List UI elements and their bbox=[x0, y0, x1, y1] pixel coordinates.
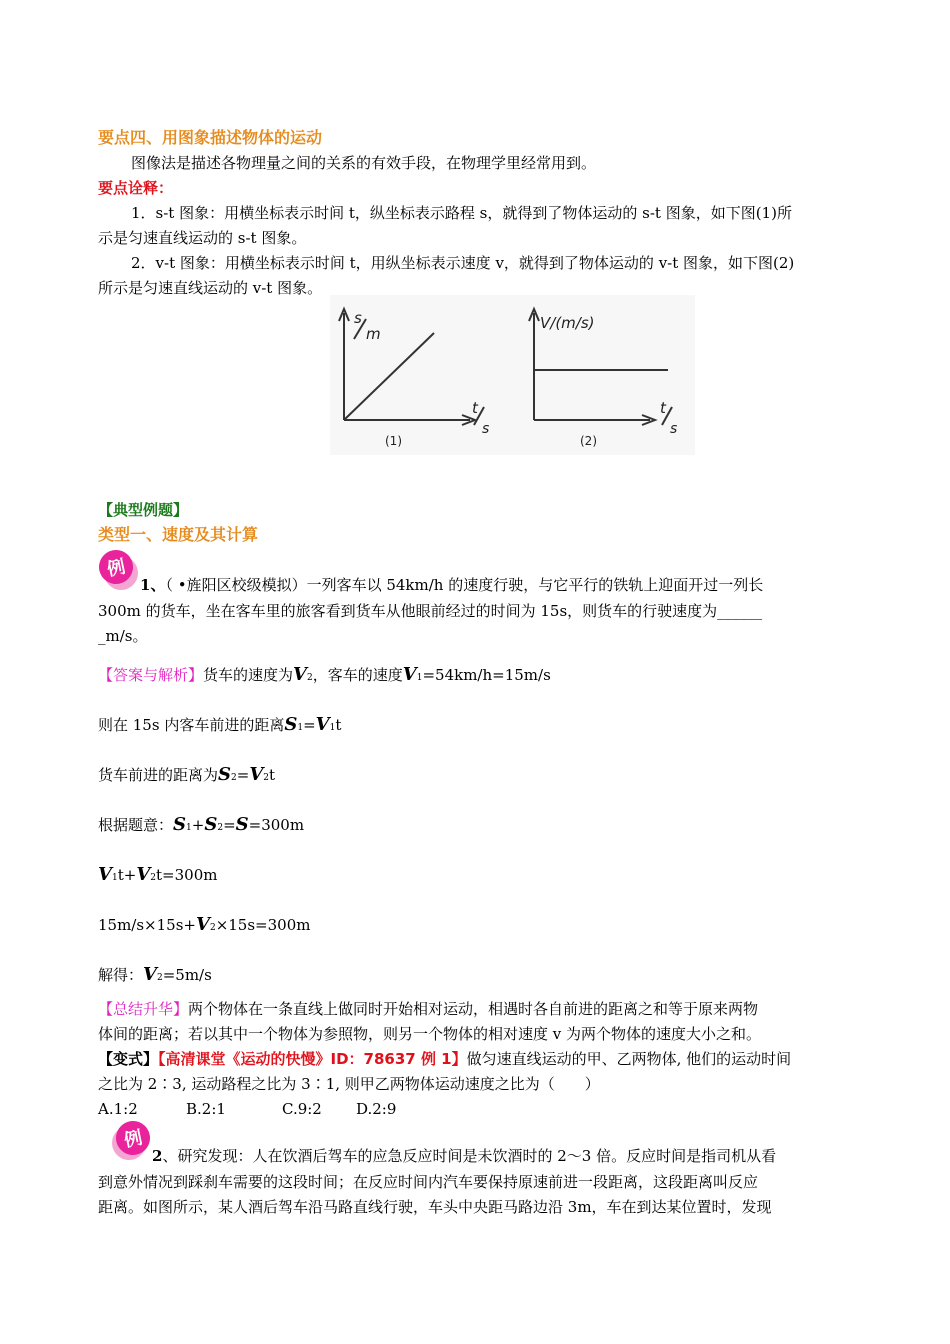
section-heading: 要点四、用图象描述物体的运动 bbox=[98, 128, 323, 147]
option-a: A.1:2 bbox=[98, 1100, 138, 1118]
sub: 2 bbox=[156, 973, 163, 983]
sub: 1 bbox=[416, 673, 423, 683]
variant-line2: 之比为 2∶3, 运动路程之比为 3∶1, 则甲乙两物体运动速度之比为（ ） bbox=[98, 1075, 600, 1093]
step6 bbox=[98, 965, 212, 988]
example-badge-2: 例 bbox=[113, 1118, 153, 1158]
var-s1: S bbox=[173, 814, 187, 835]
sub: 1 bbox=[186, 823, 192, 833]
ex1-line1 bbox=[140, 575, 763, 595]
sub: 2 bbox=[217, 823, 224, 833]
graph2-xlabel-top: t bbox=[660, 399, 666, 417]
answer-text-c: =54km/h=15m/s bbox=[422, 666, 551, 684]
variant-ref: 【高清课堂《运动的快慢》ID：78637 例 1】 bbox=[158, 1050, 467, 1068]
summary-line2: 体间的距离；若以其中一个物体为参照物，则另一个物体的相对速度 v 为两个物体的速度大小之和。 bbox=[98, 1025, 762, 1043]
ex2-number: 2 bbox=[152, 1147, 163, 1165]
intro-text: 图像法是描述各物理量之间的关系的有效手段，在物理学里经常用到。 bbox=[131, 154, 597, 172]
ex1-number: 1 bbox=[140, 576, 151, 594]
answer-line bbox=[98, 665, 551, 688]
ex2-line3: 距离。如图所示，某人酒后驾车沿马路直线行驶，车头中央距马路边沿 3m，车在到达某位置时，发现 bbox=[98, 1198, 772, 1216]
item1-line2: 示是匀速直线运动的 s-t 图象。 bbox=[98, 229, 307, 247]
var-t: t bbox=[269, 766, 276, 784]
type1-heading: 类型一、速度及其计算 bbox=[98, 525, 259, 544]
equals: = bbox=[223, 816, 236, 834]
variant-label: 【变式】 bbox=[98, 1050, 159, 1068]
option-c: C.9:2 bbox=[282, 1100, 322, 1118]
ex2-line2: 到意外情况到踩刹车需要的这段时间；在反应时间内汽车要保持原速前进一段距离，这段距离叫反应 bbox=[98, 1173, 759, 1191]
step4 bbox=[98, 865, 217, 888]
answer-label: 【答案与解析】 bbox=[98, 666, 204, 684]
graph2-xlabel-bottom: s bbox=[670, 421, 678, 437]
graph1-xlabel-bottom: s bbox=[482, 421, 490, 437]
step5-result: ×15s=300m bbox=[215, 916, 311, 934]
var-v2: V bbox=[293, 664, 307, 685]
var-v1: V bbox=[402, 664, 417, 685]
step3-text: 根据题意： bbox=[98, 816, 174, 834]
ex1-line2: 300m 的货车，坐在客车里的旅客看到货车从他眼前经过的时间为 15s，则货车的行驶速度为______ bbox=[98, 602, 763, 620]
option-d: D.2:9 bbox=[356, 1100, 397, 1118]
graph1-ylabel-bottom: m bbox=[366, 325, 381, 343]
ex1-separator: 、 bbox=[150, 576, 166, 594]
answer-text-b: ，客车的速度 bbox=[312, 666, 403, 684]
step2-text: 货车前进的距离为 bbox=[98, 766, 219, 784]
equals: = bbox=[236, 766, 250, 784]
variant-line1 bbox=[98, 1049, 791, 1069]
step4-result: t=300m bbox=[156, 866, 218, 884]
graph2-caption: (2) bbox=[580, 434, 597, 448]
summary-line1 bbox=[98, 999, 758, 1019]
sub: 2 bbox=[209, 923, 216, 933]
sub: 1 bbox=[329, 723, 336, 733]
step5-text: 15m/s×15s+ bbox=[98, 916, 196, 934]
graph1-xlabel-top: t bbox=[472, 399, 478, 417]
var-v1: V bbox=[315, 714, 330, 735]
var-v2: V bbox=[143, 964, 157, 985]
var-s: S bbox=[235, 814, 249, 835]
graph2-ylabel: V/(m/s) bbox=[540, 314, 595, 332]
sub: 2 bbox=[231, 773, 237, 783]
step1 bbox=[98, 715, 341, 738]
graph1-ylabel-top: s bbox=[354, 309, 362, 327]
ex1-line3: _m/s。 bbox=[98, 627, 148, 645]
var-s1: S bbox=[284, 714, 298, 735]
var-v1: V bbox=[98, 864, 112, 885]
examples-title: 【典型例题】 bbox=[98, 501, 189, 519]
item2-line1: 2．v-t 图象：用横坐标表示时间 t，用纵坐标表示速度 v，就得到了物体运动的 v-t 图象，如下图(2) bbox=[131, 254, 795, 272]
answer-text-a: 货车的速度为 bbox=[203, 666, 294, 684]
summary-text: 两个物体在一条直线上做同时开始相对运动，相遇时各自前进的距离之和等于原来两物 bbox=[188, 1000, 759, 1018]
step6-text: 解得： bbox=[98, 966, 144, 984]
ex2-text: 、研究发现：人在饮酒后驾车的应急反应时间是未饮酒时的 2～3 倍。反应时间是指司机从看 bbox=[162, 1147, 777, 1165]
step6-result: =5m/s bbox=[162, 966, 212, 984]
summary-label: 【总结升华】 bbox=[98, 1000, 189, 1018]
var-v2: V bbox=[249, 764, 264, 785]
step2 bbox=[98, 765, 275, 788]
var-s2: S bbox=[218, 764, 232, 785]
var-s2: S bbox=[204, 814, 218, 835]
ex1-text: （ •旌阳区校级模拟）一列客车以 54km/h 的速度行驶，与它平行的铁轨上迎面开过一列长 bbox=[165, 576, 764, 594]
equals: = bbox=[303, 716, 316, 734]
notes-label: 要点诠释： bbox=[98, 179, 174, 197]
option-b: B.2:1 bbox=[186, 1100, 226, 1118]
var-t: t bbox=[117, 866, 124, 884]
sub: 1 bbox=[297, 723, 304, 733]
var-t: t bbox=[335, 716, 342, 734]
sub: 1 bbox=[111, 873, 118, 883]
plus: + bbox=[191, 816, 205, 834]
var-v2: V bbox=[195, 914, 210, 935]
item1-line1: 1．s-t 图象：用横坐标表示时间 t，纵坐标表示路程 s，就得到了物体运动的 s-t 图象，如下图(1)所 bbox=[131, 204, 792, 222]
graph1-caption: (1) bbox=[385, 434, 402, 448]
motion-graphs-figure bbox=[330, 295, 695, 455]
variant-text: 做匀速直线运动的甲、乙两物体, 他们的运动时间 bbox=[466, 1050, 792, 1068]
step3-result: =300m bbox=[248, 816, 305, 834]
step1-text: 则在 15s 内客车前进的距离 bbox=[98, 716, 285, 734]
sub: 2 bbox=[307, 673, 313, 683]
sub: 2 bbox=[150, 873, 157, 883]
var-v2: V bbox=[136, 864, 151, 885]
item2-line2: 所示是匀速直线运动的 v-t 图象。 bbox=[98, 279, 323, 297]
plus: + bbox=[123, 866, 137, 884]
sub: 2 bbox=[263, 773, 270, 783]
example-badge-1: 例 bbox=[96, 547, 136, 587]
step3 bbox=[98, 815, 304, 838]
ex2-line1 bbox=[152, 1146, 776, 1166]
step5 bbox=[98, 915, 310, 938]
